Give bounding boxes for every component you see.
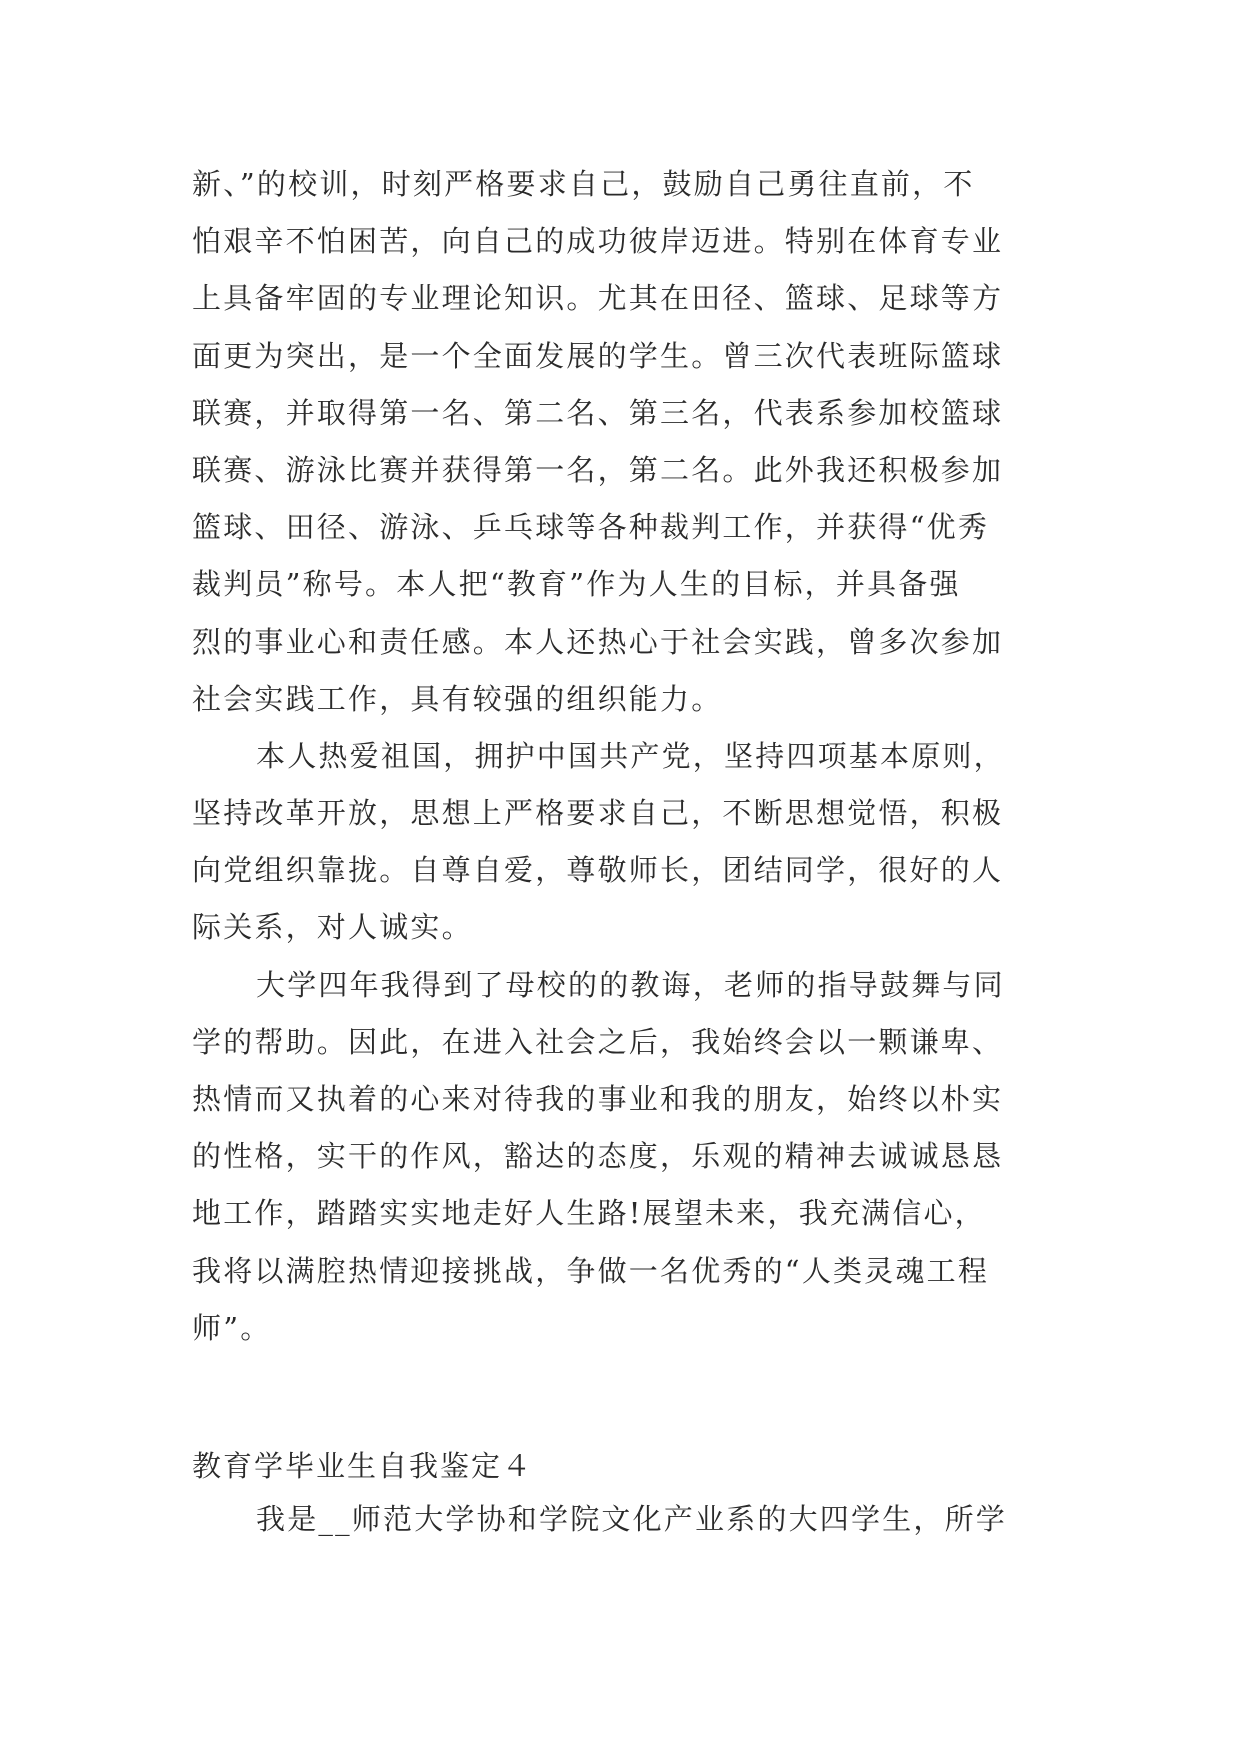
text-line: 向党组织靠拢。自尊自爱，尊敬师长，团结同学，很好的人 <box>192 853 1004 888</box>
text-line: 面更为突出，是一个全面发展的学生。曾三次代表班际篮球 <box>192 338 1004 373</box>
text-line: 热情而又执着的心来对待我的事业和我的朋友，始终以朴实 <box>192 1082 1004 1116</box>
text-line: 篮球、田径、游泳、乒乓球等各种裁判工作，并获得“优秀 <box>192 510 990 545</box>
text-line: 学的帮助。因此，在进入社会之后，我始终会以一颗谦卑、 <box>192 1024 1004 1059</box>
paragraph-first-line: 大学四年我得到了母校的的教诲，老师的指导鼓舞与同 <box>256 967 1005 1002</box>
text-line: 上具备牢固的专业理论知识。尤其在田径、篮球、足球等方 <box>192 281 1004 316</box>
text-line: 际关系，对人诚实。 <box>192 910 473 945</box>
text-line: 师”。 <box>192 1310 272 1345</box>
text-line: 我将以满腔热情迎接挑战，争做一名优秀的“人类灵魂工程 <box>192 1253 990 1288</box>
text-line: 地工作，踏踏实实地走好人生路!展望未来，我充满信心， <box>192 1196 986 1231</box>
section-heading: 教育学毕业生自我鉴定４ <box>192 1449 534 1483</box>
text-line: 联赛、游泳比赛并获得第一名，第二名。此外我还积极参加 <box>192 452 1004 487</box>
text-line: 社会实践工作，具有较强的组织能力。 <box>192 681 723 716</box>
paragraph-first-line: 本人热爱祖国，拥护中国共产党，坚持四项基本原则， <box>256 738 1005 773</box>
text-line: 裁判员”称号。本人把“教育”作为人生的目标，并具备强 <box>192 567 961 602</box>
text-line: 的性格，实干的作风，豁达的态度，乐观的精神去诚诚恳恳 <box>192 1139 1004 1174</box>
text-line: 坚持改革开放，思想上严格要求自己，不断思想觉悟，积极 <box>192 796 1004 831</box>
body-text-block <box>192 1491 1052 1548</box>
text-line: 怕艰辛不怕困苦，向自己的成功彼岸迈进。特别在体育专业 <box>192 224 1004 259</box>
text-line: 联赛，并取得第一名、第二名、第三名，代表系参加校篮球 <box>192 395 1004 430</box>
paragraph-first-line: 我是__师范大学协和学院文化产业系的大四学生，所学 <box>256 1502 1008 1536</box>
body-text-block <box>192 156 1052 1357</box>
text-line: 新、”的校训，时刻严格要求自己，鼓励自己勇往直前，不 <box>192 167 975 201</box>
text-line: 烈的事业心和责任感。本人还热心于社会实践，曾多次参加 <box>192 624 1004 659</box>
